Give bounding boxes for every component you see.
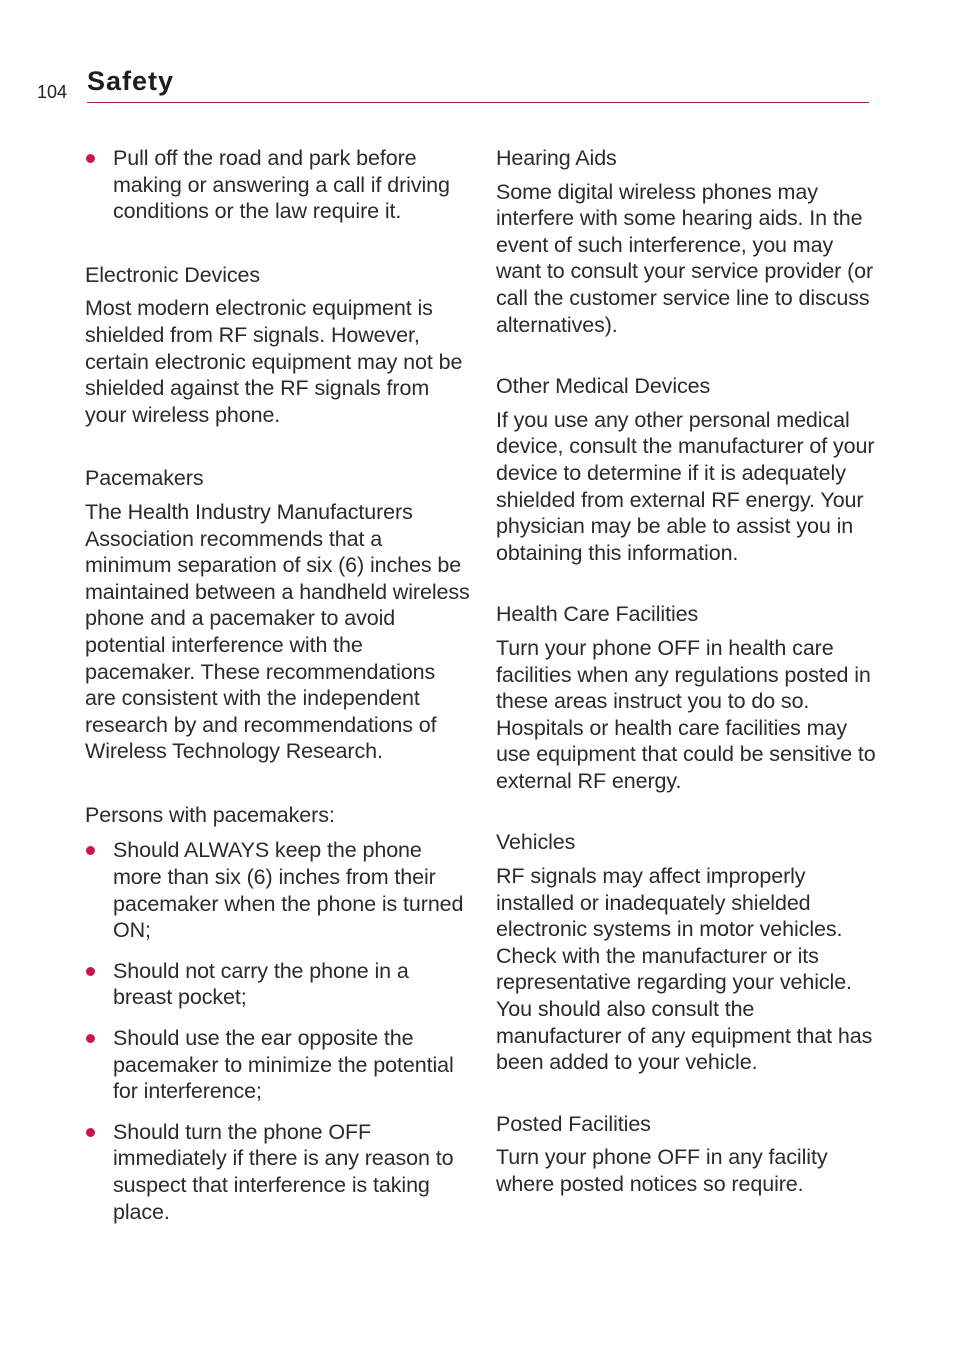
title-divider	[87, 102, 869, 103]
section-title: Safety	[87, 66, 175, 96]
hearing-aids-text: Some digital wireless phones may interfere with some hearing aids. In the event of such interference, you may want to consult your service provider (or call the customer service line to discuss alternatives).	[496, 179, 874, 337]
list-item	[85, 1025, 470, 1105]
bullet-text: Should use the ear opposite the pacemaker to minimize the potential for interference;	[113, 1026, 454, 1104]
bullet-text: Should not carry the phone in a breast pocket;	[113, 958, 409, 1010]
bullet-text: Should turn the phone OFF immediately if there is any reason to suspect that interference is taking place.	[113, 1119, 454, 1224]
pacemaker-bullet-list	[85, 837, 470, 1225]
electronic-devices-heading: Electronic Devices	[85, 262, 261, 287]
bullet-icon	[86, 846, 95, 855]
health-care-facilities-text: Turn your phone OFF in health care facilities when any regulations posted in these areas instruct you to do so. Hospitals or health care facilities may use equipment that could be sensitive to external RF energy.	[496, 635, 876, 793]
vehicles-heading: Vehicles	[496, 830, 576, 855]
list-item	[85, 958, 470, 1011]
left-column	[85, 145, 470, 1225]
health-care-facilities-heading: Health Care Facilities	[496, 602, 699, 627]
other-medical-devices-heading: Other Medical Devices	[496, 374, 711, 399]
bullet-text: Pull off the road and park before making or answering a call if driving conditions or the law require it.	[113, 146, 450, 224]
right-column	[496, 145, 881, 1198]
pacemakers-heading: Pacemakers	[85, 466, 204, 491]
bullet-icon	[86, 1128, 95, 1137]
pacemakers-text: The Health Industry Manufacturers Association recommends that a minimum separation of six (6) inches be maintained between a handheld wireless phone and a pacemaker to avoid potential interference with the pacemaker. These recommendations are consistent with the independent research by and recommendations of Wireless Technology Research.	[85, 499, 470, 764]
vehicles-text: RF signals may affect improperly installed or inadequately shielded electronic systems in motor vehicles. Check with the manufacturer or its representative regarding your vehicle. You should also consult the manufacturer of any equipment that has been added to your vehicle.	[496, 864, 873, 1075]
bullet-icon	[86, 154, 95, 163]
page-number: 104	[37, 82, 68, 102]
intro-bullet-list	[85, 145, 470, 225]
list-item	[85, 145, 470, 225]
bullet-icon	[86, 1034, 95, 1043]
other-medical-devices-text: If you use any other personal medical device, consult the manufacturer of your device to determine if it is adequately shielded from external RF energy. Your physician may be able to assist you in obtaining this information.	[496, 407, 875, 565]
hearing-aids-heading: Hearing Aids	[496, 146, 617, 170]
posted-facilities-heading: Posted Facilities	[496, 1111, 651, 1136]
electronic-devices-text: Most modern electronic equipment is shielded from RF signals. However, certain electronic equipment may not be shielded against the RF signals from your wireless phone.	[85, 296, 463, 427]
persons-with-pacemakers-heading: Persons with pacemakers:	[85, 802, 335, 827]
posted-facilities-text: Turn your phone OFF in any facility where posted notices so require.	[496, 1145, 828, 1196]
list-item	[85, 1119, 470, 1225]
list-item	[85, 837, 470, 943]
bullet-text: Should ALWAYS keep the phone more than six (6) inches from their pacemaker when the phone is turned ON;	[113, 838, 464, 943]
bullet-icon	[86, 967, 95, 976]
